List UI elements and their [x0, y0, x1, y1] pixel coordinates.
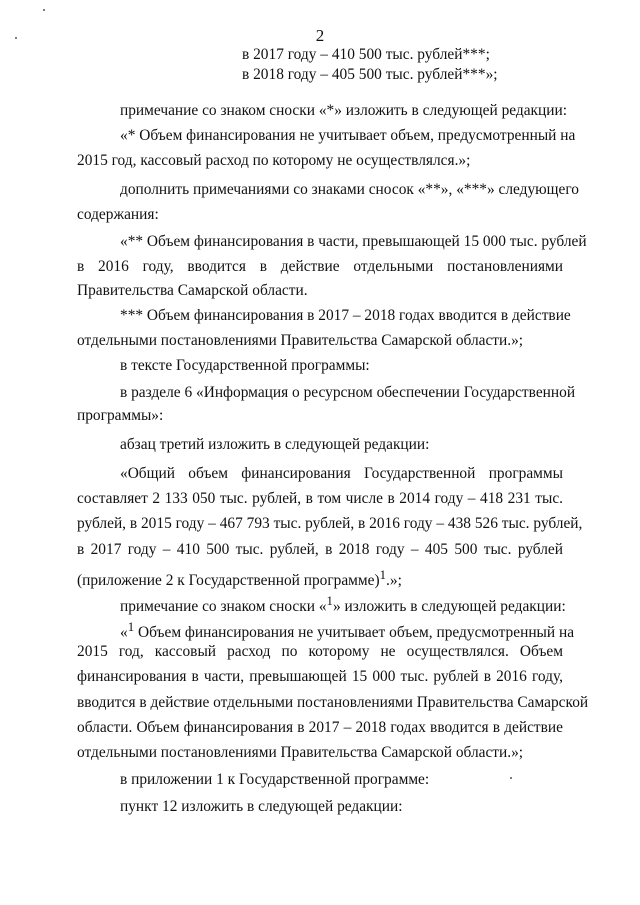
scan-speck: [510, 777, 512, 779]
text-line: «$^1$ Объем финансирования не учитывает объем, предусмотренный на: [120, 620, 575, 642]
footnote-mark: 1: [127, 620, 135, 634]
footnote-mark: 1: [379, 568, 387, 582]
text-line: примечание со знаком сноски «*» изложить в следующей редакции:: [120, 102, 568, 119]
text-line: 2015 год, кассовый расход по которому не осуществлялся.»;: [77, 152, 471, 169]
text-line: рублей, в 2015 году – 467 793 тыс. рублей, в 2016 году – 438 526 тыс. рублей,: [77, 515, 583, 532]
text-line: отдельными постановлениями Правительства Самарской области.»;: [77, 744, 524, 761]
text-line: дополнить примечаниями со знаками сносок «**», «***» следующего: [120, 181, 579, 198]
text-line: «Общий объем финансирования Государственной программы: [120, 465, 563, 482]
scan-speck: [15, 37, 17, 39]
text-line: в разделе 6 «Информация о ресурсном обеспечении Государственной: [120, 384, 576, 401]
text-line: в 2018 году – 405 500 тыс. рублей***»;: [242, 66, 498, 83]
text-line: области. Объем финансирования в 2017 – 2018 годах вводится в действие: [77, 719, 563, 736]
text-line: содержания:: [77, 206, 159, 223]
text-line: программы»:: [77, 407, 164, 424]
text-line: (приложение 2 к Государственной программе)$^1$.»;: [77, 568, 402, 590]
text-line: вводится в действие отдельными постановлениями Правительства Самарской: [77, 694, 589, 711]
text-line: *** Объем финансирования в 2017 – 2018 годах вводится в действие: [120, 307, 571, 324]
text-line: в 2017 году – 410 500 тыс. рублей***;: [242, 46, 490, 63]
page-number: 2: [315, 26, 325, 45]
footnote-mark: 1: [326, 594, 333, 608]
text-line: Правительства Самарской области.: [77, 282, 308, 299]
text-line: в 2016 году, вводится в действие отдельными постановлениями: [77, 258, 563, 275]
text-line: «** Объем финансирования в части, превышающей 15 000 тыс. рублей: [120, 233, 587, 250]
text-line: примечание со знаком сноски «$^1$» изложить в следующей редакции:: [120, 594, 566, 616]
text-line: пункт 12 изложить в следующей редакции:: [120, 798, 403, 815]
text-line: «* Объем финансирования не учитывает объем, предусмотренный на: [120, 127, 576, 144]
text-line: в 2017 году – 410 500 тыс. рублей, в 2018 году – 405 500 тыс. рублей: [77, 541, 563, 558]
text-line: в приложении 1 к Государственной программе:: [120, 771, 430, 788]
text-line: 2015 год, кассовый расход по которому не осуществлялся. Объем: [77, 643, 563, 660]
text-line: отдельными постановлениями Правительства Самарской области.»;: [77, 332, 524, 349]
text-line: финансирования в части, превышающей 15 000 тыс. рублей в 2016 году,: [77, 668, 563, 685]
text-line: абзац третий изложить в следующей редакции:: [120, 436, 430, 453]
scan-speck: [43, 9, 45, 11]
text-line: в тексте Государственной программы:: [120, 357, 370, 374]
text-line: составляет 2 133 050 тыс. рублей, в том числе в 2014 году – 418 231 тыс.: [77, 490, 563, 507]
